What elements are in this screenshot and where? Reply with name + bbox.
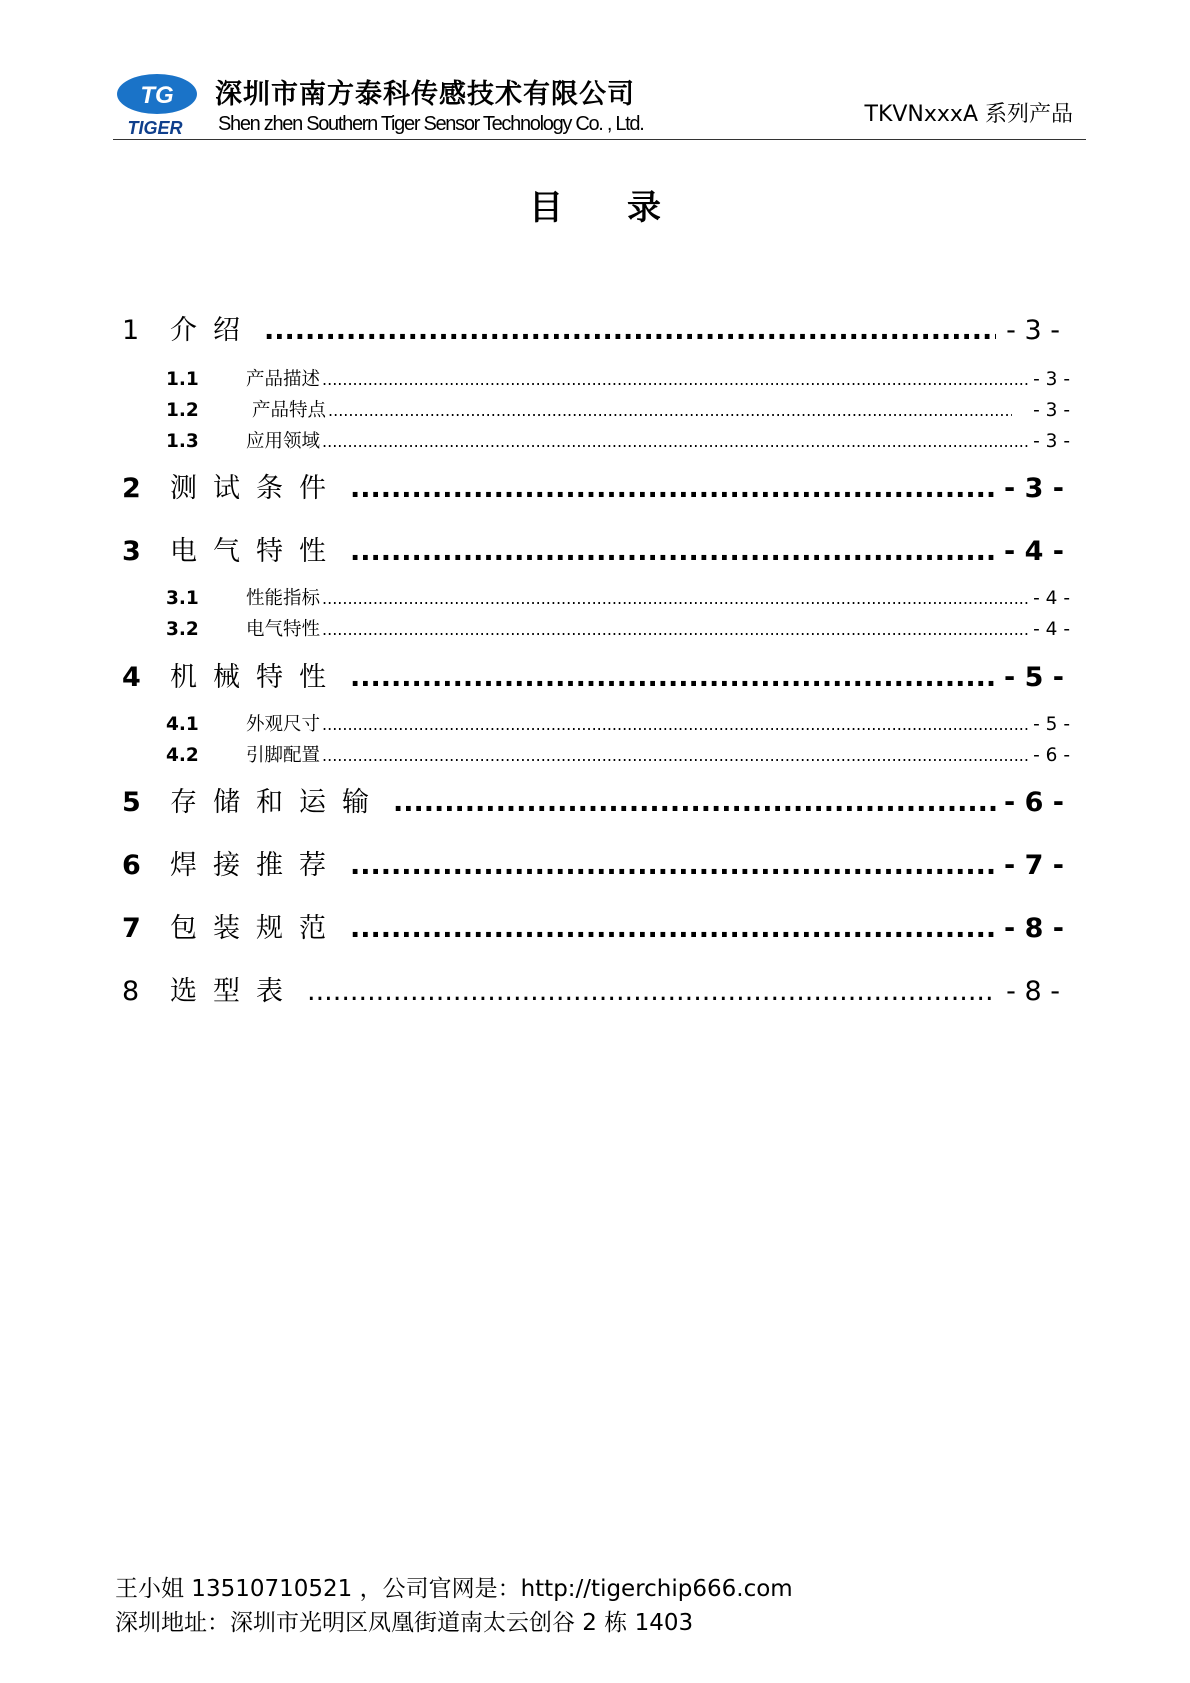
toc-entry-6[interactable] <box>122 843 1062 883</box>
toc-label: 性能指标 <box>246 588 321 609</box>
toc-entry-1-2[interactable] <box>166 396 1070 424</box>
toc-number: 7 <box>122 913 141 944</box>
toc-page: - 6 - <box>1004 787 1064 818</box>
toc-number: 3.2 <box>166 619 199 640</box>
toc-leader <box>322 715 1028 734</box>
toc-leader <box>328 401 1012 420</box>
toc-leader <box>350 913 996 944</box>
toc-number: 1 <box>122 315 140 346</box>
toc-leader <box>322 370 1028 389</box>
page-footer <box>115 1572 793 1640</box>
toc-entry-4[interactable] <box>122 655 1062 695</box>
toc-page: - 3 - <box>1033 400 1070 421</box>
toc-page: - 7 - <box>1004 850 1064 881</box>
toc-leader <box>350 536 996 567</box>
toc-leader <box>350 473 996 504</box>
toc-label: 测试条件 <box>170 473 342 504</box>
toc-leader <box>393 787 996 818</box>
toc-number: 1.1 <box>166 369 199 390</box>
toc-leader <box>307 976 996 1007</box>
toc-number: 8 <box>122 976 140 1007</box>
toc-entry-5[interactable] <box>122 780 1062 820</box>
toc-leader <box>322 746 1028 765</box>
toc-leader <box>350 850 996 881</box>
toc-page: - 8 - <box>1006 976 1060 1007</box>
toc-page: - 5 - <box>1033 714 1070 735</box>
toc-number: 1.3 <box>166 431 199 452</box>
company-name-cn: 深圳市南方泰科传感技术有限公司 <box>215 79 635 110</box>
toc-leader <box>264 315 996 346</box>
toc-label: 产品描述 <box>246 369 321 390</box>
toc-label: 机械特性 <box>170 662 342 693</box>
product-series: TKVNxxxA 系列产品 <box>864 102 1073 127</box>
toc-entry-1-3[interactable] <box>166 427 1070 455</box>
logo-wordmark: TIGER <box>127 118 183 138</box>
toc-page: - 4 - <box>1033 619 1070 640</box>
toc-label: 介绍 <box>170 315 256 346</box>
toc-label: 焊接推荐 <box>170 850 342 881</box>
toc-page: - 3 - <box>1033 431 1070 452</box>
toc-number: 1.2 <box>166 400 199 421</box>
toc-entry-4-2[interactable] <box>166 741 1070 769</box>
logo-mark-text: TG <box>140 82 174 109</box>
page-header <box>115 60 1085 142</box>
toc-number: 6 <box>122 850 141 881</box>
toc-page: - 3 - <box>1006 315 1060 346</box>
toc-label: 电气特性 <box>246 619 321 640</box>
address-line: 深圳地址：深圳市光明区凤凰街道南太云创谷 2 栋 1403 <box>115 1610 694 1636</box>
toc-entry-3-2[interactable] <box>166 615 1070 643</box>
toc-label: 存储和运输 <box>170 787 385 818</box>
toc-page: - 8 - <box>1004 913 1064 944</box>
toc-page: - 4 - <box>1004 536 1064 567</box>
toc-number: 3 <box>122 536 141 567</box>
toc-number: 3.1 <box>166 588 199 609</box>
toc-leader <box>322 432 1028 451</box>
toc-label: 选型表 <box>170 976 299 1007</box>
toc-page: - 5 - <box>1004 662 1064 693</box>
toc-entry-8[interactable] <box>122 969 1062 1009</box>
contact-line: 王小姐 13510710521 ，公司官网是：http://tigerchip666.com <box>115 1576 793 1602</box>
toc-entry-7[interactable] <box>122 906 1062 946</box>
toc-entry-1[interactable] <box>122 308 1062 348</box>
toc-number: 5 <box>122 787 141 818</box>
toc-page: - 6 - <box>1033 745 1070 766</box>
company-name-en: Shen zhen Southern Tiger Sensor Technology Co. , Ltd. <box>218 113 644 135</box>
toc-label: 外观尺寸 <box>246 714 321 735</box>
page-title <box>0 180 1190 229</box>
toc-number: 4.2 <box>166 745 199 766</box>
toc-label: 应用领域 <box>246 431 321 452</box>
toc-entry-2[interactable] <box>122 466 1062 506</box>
toc-number: 2 <box>122 473 141 504</box>
toc-label: 包装规范 <box>170 913 342 944</box>
toc-entry-3-1[interactable] <box>166 584 1070 612</box>
tiger-logo-icon <box>115 70 199 140</box>
toc-page: - 3 - <box>1004 473 1064 504</box>
page-title-text: 目录 <box>529 188 725 228</box>
toc-page: - 4 - <box>1033 588 1070 609</box>
toc-page: - 3 - <box>1033 369 1070 390</box>
toc-label: 引脚配置 <box>246 745 321 766</box>
toc-leader <box>322 589 1028 608</box>
toc-leader <box>322 620 1028 639</box>
toc-entry-4-1[interactable] <box>166 710 1070 738</box>
toc-label: 电气特性 <box>170 536 342 567</box>
toc-leader <box>350 662 996 693</box>
header-divider <box>113 139 1086 140</box>
toc-entry-1-1[interactable] <box>166 365 1070 393</box>
toc-number: 4.1 <box>166 714 199 735</box>
toc-entry-3[interactable] <box>122 529 1062 569</box>
toc-label: 产品特点 <box>252 400 327 421</box>
toc-number: 4 <box>122 662 141 693</box>
